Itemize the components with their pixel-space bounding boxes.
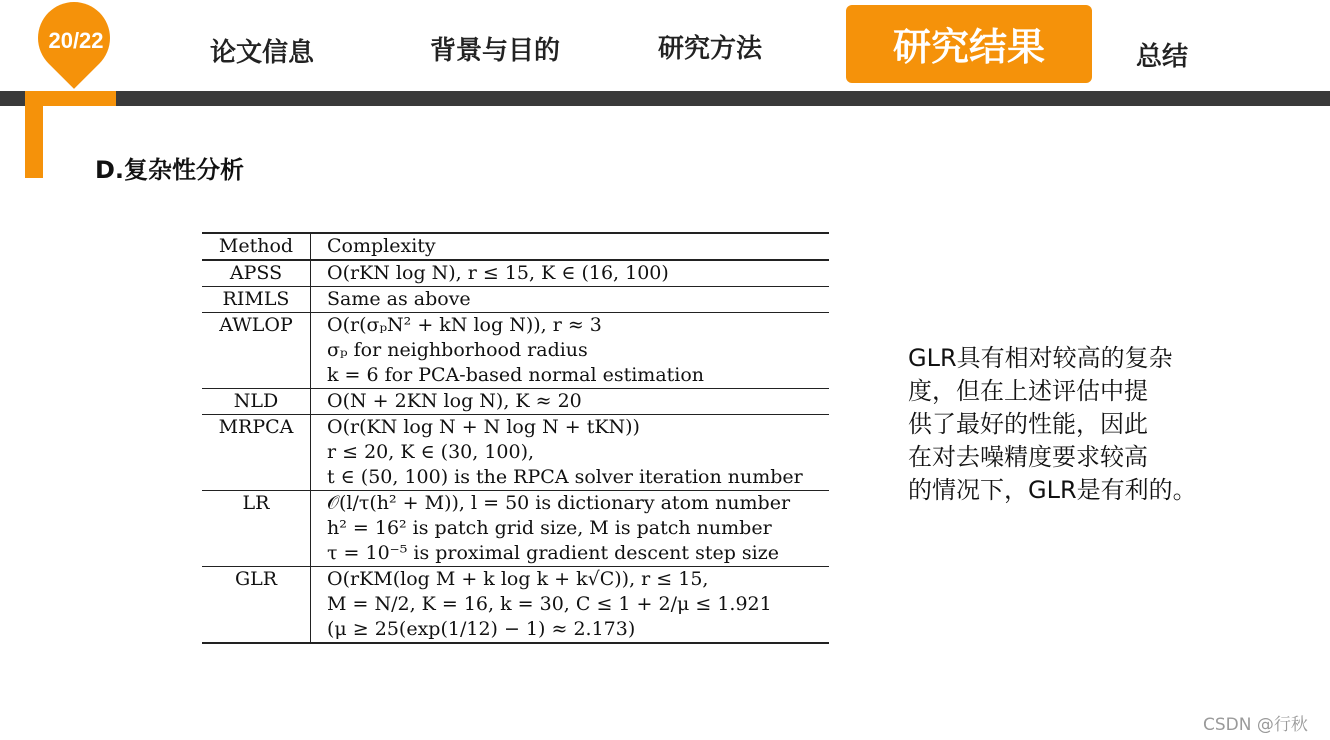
nav-item-results[interactable]: 研究结果 <box>892 25 1045 69</box>
table-header-row <box>202 233 829 260</box>
header-divider-accent <box>25 91 116 106</box>
complexity-line: O(r(KN log N + N log N + tKN)) <box>327 416 640 438</box>
complexity-line: Same as above <box>327 288 471 310</box>
complexity-line: M = N/2, K = 16, k = 30, C ≤ 1 + 2/μ ≤ 1.921 <box>327 593 772 615</box>
section-accent-bar <box>25 106 43 178</box>
complexity-line: O(N + 2KN log N), K ≈ 20 <box>327 390 582 412</box>
table-row <box>202 415 829 491</box>
complexity-cell <box>311 260 830 287</box>
table-row <box>202 260 829 287</box>
header-divider-bar <box>0 91 1330 106</box>
table-row <box>202 491 829 567</box>
complexity-line: σₚ for neighborhood radius <box>327 339 588 361</box>
nav-item-paper-info[interactable]: 论文信息 <box>210 38 315 68</box>
complexity-line: τ = 10⁻⁵ is proximal gradient descent step size <box>327 542 780 564</box>
section-title: D.复杂性分析 <box>95 156 245 184</box>
conclusion-text <box>908 342 1228 507</box>
conclusion-line: 在对去噪精度要求较高 <box>908 443 1148 471</box>
method-cell: NLD <box>202 389 311 415</box>
watermark: CSDN @行秋 <box>1203 715 1308 735</box>
table-row <box>202 313 829 389</box>
nav-item-background[interactable]: 背景与目的 <box>430 36 561 66</box>
conclusion-line: 的情况下，GLR是有利的。 <box>908 476 1197 504</box>
conclusion-line: GLR具有相对较高的复杂 <box>908 344 1173 372</box>
method-cell: GLR <box>202 567 311 644</box>
method-cell: AWLOP <box>202 313 311 389</box>
complexity-line: h² = 16² is patch grid size, M is patch number <box>327 517 772 539</box>
method-cell: MRPCA <box>202 415 311 491</box>
complexity-line: (μ ≥ 25(exp(1/12) − 1) ≈ 2.173) <box>327 618 636 640</box>
complexity-cell <box>311 491 830 567</box>
table-row <box>202 389 829 415</box>
complexity-line: 𝒪(l/τ(h² + M)), l = 50 is dictionary atom number <box>327 492 791 514</box>
table-row <box>202 287 829 313</box>
table-header-method: Method <box>202 233 311 260</box>
complexity-line: t ∈ (50, 100) is the RPCA solver iteration number <box>327 466 803 488</box>
conclusion-line: 度，但在上述评估中提 <box>908 377 1148 405</box>
complexity-cell <box>311 389 830 415</box>
complexity-line: O(rKN log N), r ≤ 15, K ∈ (16, 100) <box>327 262 669 284</box>
nav-item-summary[interactable]: 总结 <box>1136 42 1189 72</box>
page-number-badge: 20/22 <box>48 28 104 53</box>
method-cell: APSS <box>202 260 311 287</box>
complexity-line: O(r(σₚN² + kN log N)), r ≈ 3 <box>327 314 602 336</box>
complexity-table <box>202 232 829 644</box>
complexity-line: r ≤ 20, K ∈ (30, 100), <box>327 441 535 463</box>
table-header-complexity: Complexity <box>311 233 830 260</box>
conclusion-line: 供了最好的性能，因此 <box>908 410 1148 438</box>
method-cell: RIMLS <box>202 287 311 313</box>
nav-item-methods[interactable]: 研究方法 <box>658 34 763 64</box>
complexity-cell <box>311 415 830 491</box>
table-row <box>202 567 829 644</box>
complexity-line: O(rKM(log M + k log k + k√C)), r ≤ 15, <box>327 568 709 590</box>
complexity-cell <box>311 287 830 313</box>
complexity-cell <box>311 567 830 644</box>
method-cell: LR <box>202 491 311 567</box>
complexity-cell <box>311 313 830 389</box>
complexity-line: k = 6 for PCA-based normal estimation <box>327 364 705 386</box>
